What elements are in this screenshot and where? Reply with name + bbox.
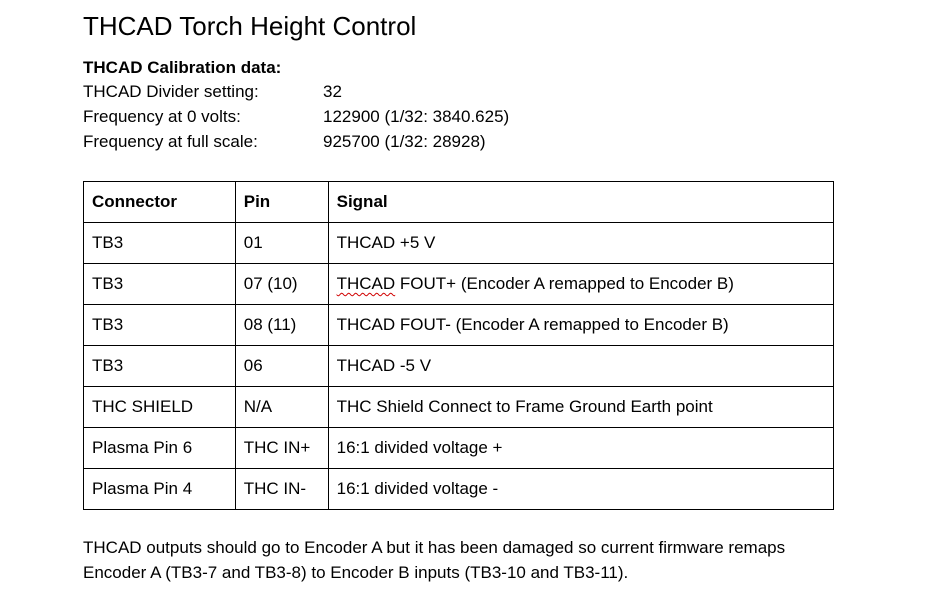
table-row — [84, 469, 834, 510]
spellcheck-flagged-word[interactable]: THCAD — [336, 274, 396, 293]
pin-cell: 06 — [235, 346, 328, 387]
signal-cell: THCAD +5 V — [328, 223, 833, 264]
pin-cell: THC IN- — [235, 469, 328, 510]
signal-cell — [328, 264, 833, 305]
pin-cell: 08 (11) — [235, 305, 328, 346]
calibration-value: 32 — [323, 82, 342, 101]
connector-cell: Plasma Pin 4 — [84, 469, 236, 510]
calibration-section — [83, 57, 843, 154]
document-title: THCAD Torch Height Control — [83, 11, 417, 41]
pin-cell: 07 (10) — [235, 264, 328, 305]
pin-cell: THC IN+ — [235, 428, 328, 469]
table-row — [84, 223, 834, 264]
signal-cell: THCAD FOUT- (Encoder A remapped to Encoder B) — [328, 305, 833, 346]
calibration-row-full-scale — [83, 129, 843, 154]
calibration-label: Frequency at 0 volts: — [83, 107, 241, 126]
pinout-table — [83, 181, 834, 510]
connector-cell: TB3 — [84, 346, 236, 387]
firmware-note: THCAD outputs should go to Encoder A but it has been damaged so current firmware remaps Encoder A (TB3-7 and TB3-8) to Encoder B inputs (TB3-10 and TB3-11). — [83, 538, 786, 582]
column-header-connector: Connector — [84, 182, 236, 223]
pin-cell: N/A — [235, 387, 328, 428]
connector-cell: THC SHIELD — [84, 387, 236, 428]
connector-cell: TB3 — [84, 223, 236, 264]
calibration-heading: THCAD Calibration data: — [83, 58, 282, 77]
connector-cell: TB3 — [84, 264, 236, 305]
table-row — [84, 346, 834, 387]
table-row — [84, 428, 834, 469]
signal-cell: 16:1 divided voltage + — [328, 428, 833, 469]
calibration-label: Frequency at full scale: — [83, 132, 258, 151]
calibration-row-divider — [83, 79, 843, 104]
table-row — [84, 264, 834, 305]
connector-cell: TB3 — [84, 305, 236, 346]
table-row — [84, 305, 834, 346]
table-row — [84, 387, 834, 428]
signal-cell: THC Shield Connect to Frame Ground Earth point — [328, 387, 833, 428]
column-header-pin: Pin — [235, 182, 328, 223]
calibration-row-zero-volts — [83, 104, 843, 129]
calibration-value: 122900 (1/32: 3840.625) — [323, 107, 510, 126]
calibration-label: THCAD Divider setting: — [83, 82, 259, 101]
calibration-value: 925700 (1/32: 28928) — [323, 132, 486, 151]
signal-cell: 16:1 divided voltage - — [328, 469, 833, 510]
table-header-row — [84, 182, 834, 223]
signal-cell: THCAD -5 V — [328, 346, 833, 387]
signal-text: FOUT+ (Encoder A remapped to Encoder B) — [395, 274, 734, 293]
pin-cell: 01 — [235, 223, 328, 264]
connector-cell: Plasma Pin 6 — [84, 428, 236, 469]
column-header-signal: Signal — [328, 182, 833, 223]
